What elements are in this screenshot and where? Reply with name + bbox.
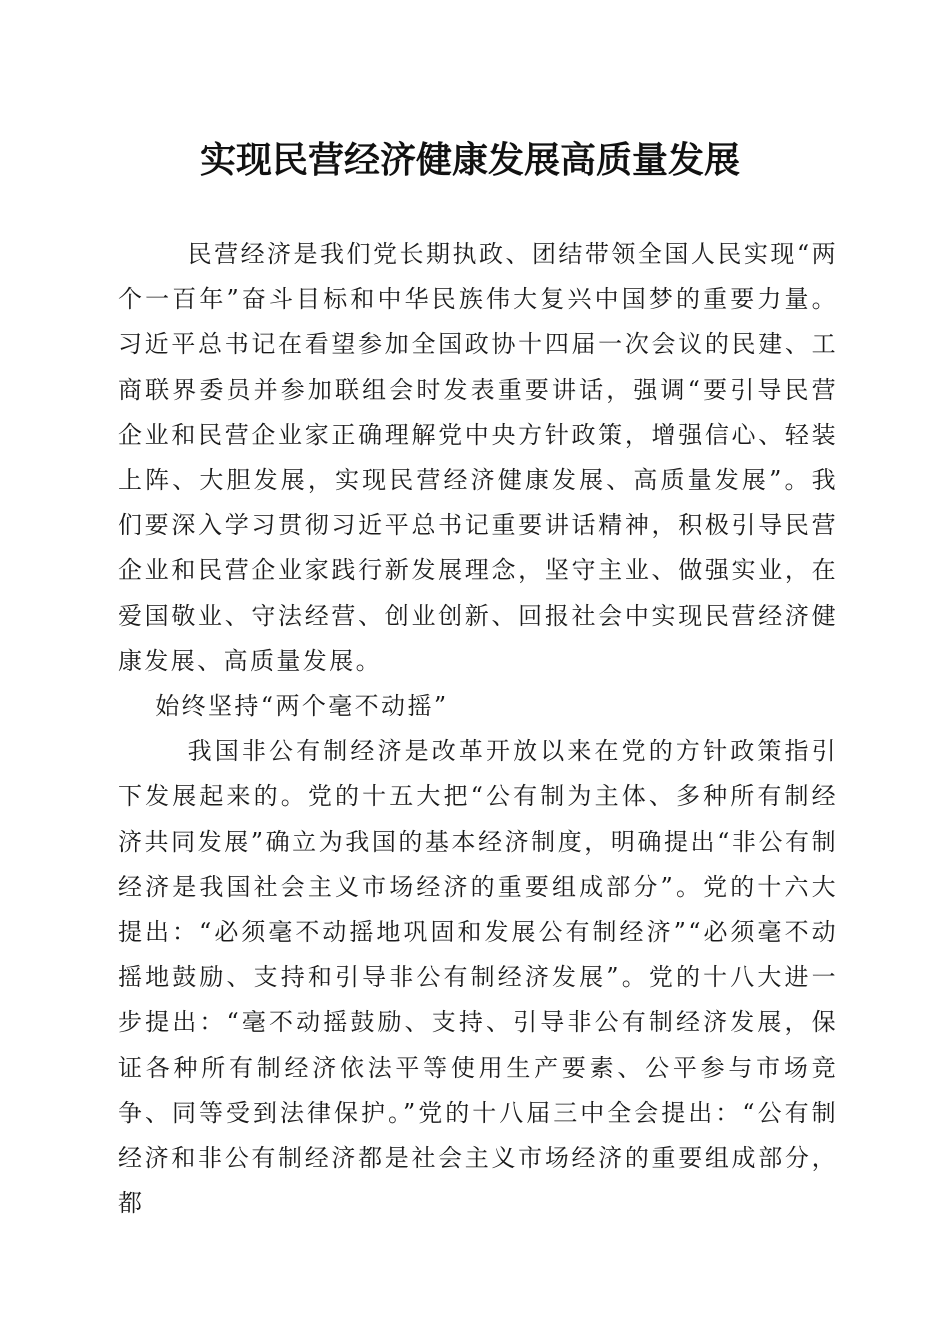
section-heading: 始终坚持“两个毫不动摇” bbox=[155, 692, 449, 721]
document-body bbox=[118, 232, 838, 1226]
paragraph-intro: 民营经济是我们党长期执政、团结带领全国人民实现“两个一百年”奋斗目标和中华民族伟大复兴中国梦的重要力量。习近平总书记在看望参加全国政协十四届一次会议的民建、工商联界委员并参加联组会时发表重要讲话，强调“要引导民营企业和民营企业家正确理解党中央方针政策，增强信心、轻装上阵、大胆发展，实现民营经济健康发展、高质量发展”。我们要深入学习贯彻习近平总书记重要讲话精神，积极引导民营企业和民营企业家践行新发展理念，坚守主业、做强实业，在爱国敬业、守法经营、创业创新、回报社会中实现民营经济健康发展、高质量发展。 bbox=[118, 240, 838, 675]
document-title: 实现民营经济健康发展高质量发展 bbox=[199, 139, 740, 181]
paragraph-history: 我国非公有制经济是改革开放以来在党的方针政策指引下发展起来的。党的十五大把“公有制为主体、多种所有制经济共同发展”确立为我国的基本经济制度，明确提出“非公有制经济是我国社会主义市场经济的重要组成部分”。党的十六大提出：“必须毫不动摇地巩固和发展公有制经济”“必须毫不动摇地鼓励、支持和引导非公有制经济发展”。党的十八大进一步提出：“毫不动摇鼓励、支持、引导非公有制经济发展，保证各种所有制经济依法平等使用生产要素、公平参与市场竞争、同等受到法律保护。”党的十八届三中全会提出：“公有制经济和非公有制经济都是社会主义市场经济的重要组成部分，都 bbox=[118, 737, 838, 1218]
